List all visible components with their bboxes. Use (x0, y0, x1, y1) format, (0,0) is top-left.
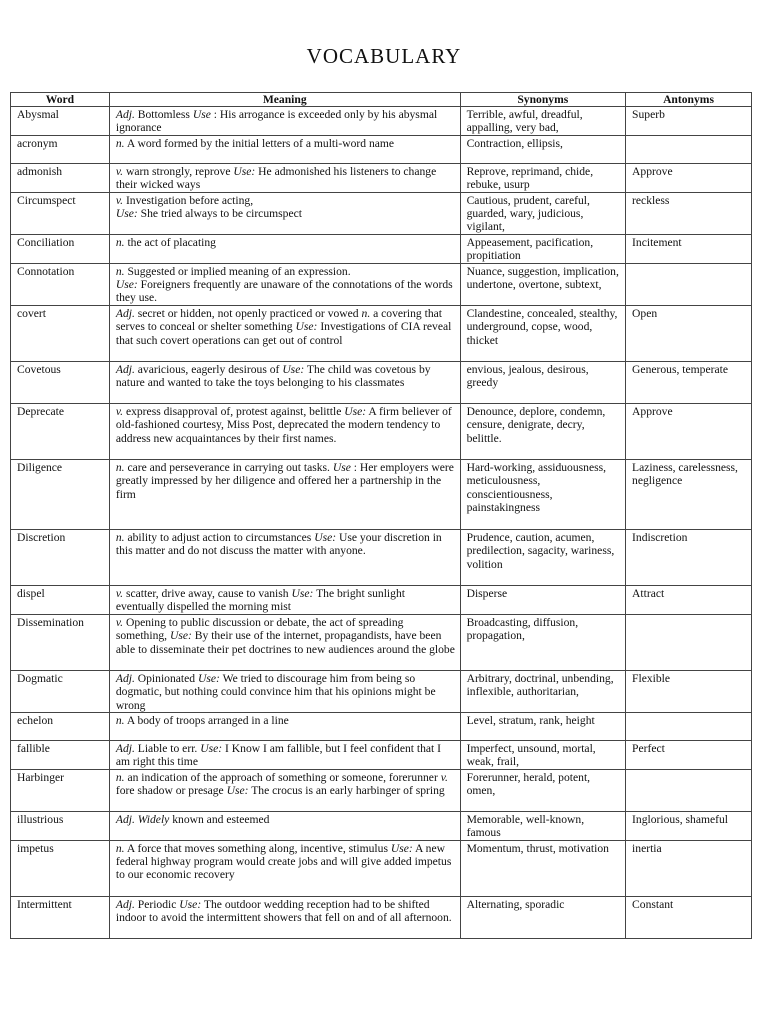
meaning-cell (109, 840, 460, 896)
antonyms-cell: Laziness, carelessness, negligence (626, 459, 752, 529)
meaning-text: scatter, drive away, cause to vanish (123, 586, 292, 600)
meaning-text: warn strongly, reprove (123, 164, 234, 178)
usage-label: Use: (233, 164, 256, 178)
usage-label: Use: (197, 671, 220, 685)
meaning-text: Liable to err. (134, 741, 201, 755)
word-cell: impetus (11, 840, 110, 896)
table-row (11, 135, 752, 163)
table-header-row (11, 93, 752, 107)
synonyms-cell: Appeasement, pacification, propitiation (460, 234, 625, 263)
part-of-speech: Adj. (115, 362, 135, 376)
meaning-cell (109, 192, 460, 234)
antonyms-cell: Generous, temperate (626, 361, 752, 403)
table-row (11, 459, 752, 529)
meaning-cell (109, 135, 460, 163)
part-of-speech: v. (115, 404, 124, 418)
antonyms-cell: Open (626, 305, 752, 361)
meaning-text: A body of troops arranged in a line (124, 713, 289, 727)
antonyms-cell (626, 769, 752, 811)
meaning-cell (109, 585, 460, 614)
synonyms-cell: Terrible, awful, dreadful, appalling, very bad, (460, 107, 625, 136)
usage-label: Use (332, 460, 351, 474)
table-row (11, 163, 752, 192)
synonyms-cell: Alternating, sporadic (460, 896, 625, 938)
vocabulary-table (10, 92, 752, 939)
usage-label: Use: (390, 841, 413, 855)
meaning-text: Suggested or implied meaning of an expression. (124, 264, 351, 278)
part-of-speech: Adj. (115, 108, 135, 121)
word-cell: Covetous (11, 361, 110, 403)
synonyms-cell: Memorable, well-known, famous (460, 811, 625, 840)
table-row (11, 585, 752, 614)
meaning-text: The outdoor wedding reception had to be shifted indoor to avoid the intermittent showers that fell on and of all afternoon. (115, 897, 452, 924)
meaning-cell (109, 614, 460, 670)
synonyms-cell: Momentum, thrust, motivation (460, 840, 625, 896)
meaning-cell (109, 107, 460, 136)
synonyms-cell: Prudence, caution, acumen, predilection, sagacity, wariness, volition (460, 529, 625, 585)
table-row (11, 529, 752, 585)
table-row (11, 305, 752, 361)
antonyms-cell: Approve (626, 163, 752, 192)
meaning-text: Use your discretion in this matter and do not discuss the matter with anyone. (115, 530, 442, 558)
meaning-text: Investigation before acting, (123, 193, 254, 207)
table-row (11, 811, 752, 840)
word-cell: Dogmatic (11, 670, 110, 712)
word-cell: Connotation (11, 263, 110, 305)
usage-label: Use: (295, 320, 318, 334)
word-cell: Abysmal (11, 107, 110, 136)
usage-label: Use: (291, 586, 314, 600)
table-row (11, 403, 752, 459)
antonyms-cell: Attract (626, 585, 752, 614)
meaning-text: The bright sunlight eventually dispelled the morning mist (115, 586, 405, 614)
synonyms-cell: Forerunner, herald, potent, omen, (460, 769, 625, 811)
antonyms-cell: Inglorious, shameful (626, 811, 752, 840)
meaning-text: secret or hidden, not openly practiced or vowed (134, 306, 362, 320)
table-row (11, 712, 752, 740)
meaning-text: Opinionated (134, 671, 198, 685)
part-of-speech: n. (115, 136, 125, 150)
meaning-text: By their use of the internet, propagandists, have been able to disseminate their pet doctrines to new audiences around the globe (115, 629, 455, 656)
meaning-cell (109, 529, 460, 585)
synonyms-cell: Imperfect, unsound, mortal, weak, frail, (460, 740, 625, 769)
synonyms-cell: envious, jealous, desirous, greedy (460, 361, 625, 403)
antonyms-cell: Superb (626, 107, 752, 136)
table-row (11, 896, 752, 938)
antonyms-cell: Constant (626, 896, 752, 938)
table-body (11, 107, 752, 939)
word-cell: dispel (11, 585, 110, 614)
meaning-text: express disapproval of, protest against, belittle (123, 404, 345, 418)
meaning-cell (109, 234, 460, 263)
part-of-speech: Adj. (115, 897, 135, 911)
synonyms-cell: Clandestine, concealed, stealthy, underground, copse, wood, thicket (460, 305, 625, 361)
meaning-text: We tried to discourage him from being so dogmatic, but nothing could convince him that his opinions might be wrong (115, 671, 436, 712)
meaning-text: Bottomless (134, 108, 193, 121)
synonyms-cell: Nuance, suggestion, implication, undertone, overtone, subtext, (460, 263, 625, 305)
antonyms-cell: reckless (626, 192, 752, 234)
meaning-text: care and perseverance in carrying out tasks. (124, 460, 333, 474)
meaning-cell (109, 263, 460, 305)
table-row (11, 740, 752, 769)
meaning-cell (109, 811, 460, 840)
meaning-text: He admonished his listeners to change their wicked ways (115, 164, 437, 192)
word-cell: Intermittent (11, 896, 110, 938)
antonyms-cell (626, 712, 752, 740)
table-row (11, 769, 752, 811)
usage-label: Use: (200, 741, 223, 755)
table-row (11, 361, 752, 403)
synonyms-cell: Broadcasting, diffusion, propagation, (460, 614, 625, 670)
usage-label: Use: (226, 784, 249, 798)
table-row (11, 107, 752, 136)
meaning-text: A force that moves something along, incentive, stimulus (124, 841, 391, 855)
meaning-cell (109, 305, 460, 361)
word-cell: Diligence (11, 459, 110, 529)
part-of-speech: v. (115, 586, 124, 600)
synonyms-cell: Contraction, ellipsis, (460, 135, 625, 163)
meaning-text: : His arrogance is exceeded only by his abysmal ignorance (115, 108, 438, 135)
meaning-text: Investigations of CIA reveal that such covert operations can get out of control (115, 320, 452, 347)
word-cell: fallible (11, 740, 110, 769)
usage-label: Use: (169, 629, 192, 643)
synonyms-cell: Denounce, deplore, condemn, censure, denigrate, decry, belittle. (460, 403, 625, 459)
part-of-speech: v. (115, 615, 124, 629)
part-of-speech: n. (115, 235, 125, 249)
part-of-speech: v. (115, 193, 124, 207)
header-word: Word (11, 93, 110, 107)
meaning-text: fore shadow or presage (115, 784, 227, 798)
meaning-text: A word formed by the initial letters of a multi-word name (124, 136, 395, 150)
table-row (11, 614, 752, 670)
table-row (11, 192, 752, 234)
meaning-text: A firm believer of old-fashioned courtesy, Miss Post, deprecated the modern tendency to address new acquaintances by their first names. (115, 404, 452, 445)
word-cell: covert (11, 305, 110, 361)
meaning-text: avaricious, eagerly desirous of (134, 362, 283, 376)
antonyms-cell (626, 614, 752, 670)
part-of-speech: v. (440, 770, 448, 784)
usage-label: Use: (179, 897, 202, 911)
usage-label: Use: (115, 207, 138, 221)
usage-label: Use (192, 108, 211, 121)
table-row (11, 670, 752, 712)
part-of-speech: Adj. (115, 306, 135, 320)
meaning-text: The crocus is an early harbinger of spring (248, 784, 445, 798)
antonyms-cell: Indiscretion (626, 529, 752, 585)
word-cell: illustrious (11, 811, 110, 840)
meaning-text: known and esteemed (169, 812, 270, 826)
word-cell: Conciliation (11, 234, 110, 263)
meaning-cell (109, 896, 460, 938)
part-of-speech: n. (361, 306, 371, 320)
part-of-speech: n. (115, 713, 125, 727)
part-of-speech: v. (115, 164, 124, 178)
meaning-cell (109, 740, 460, 769)
part-of-speech: Adj. (115, 741, 135, 755)
part-of-speech: n. (115, 530, 125, 544)
synonyms-cell: Cautious, prudent, careful, guarded, wary, judicious, vigilant, (460, 192, 625, 234)
part-of-speech: n. (115, 841, 125, 855)
page-title: VOCABULARY (306, 44, 462, 68)
meaning-cell (109, 163, 460, 192)
antonyms-cell (626, 263, 752, 305)
meaning-text: Opening to public discussion or debate, the act of spreading something, (115, 615, 404, 643)
header-synonyms: Synonyms (460, 93, 625, 107)
header-antonyms: Antonyms (626, 93, 752, 107)
part-of-speech: Adj. (115, 671, 135, 685)
meaning-text: an indication of the approach of something or someone, forerunner (124, 770, 441, 784)
meaning-text: ability to adjust action to circumstances (124, 530, 315, 544)
usage-label: Use: (115, 278, 138, 292)
word-cell: Deprecate (11, 403, 110, 459)
antonyms-cell: Approve (626, 403, 752, 459)
word-cell: admonish (11, 163, 110, 192)
word-cell: acronym (11, 135, 110, 163)
meaning-text: Foreigners frequently are unaware of the connotations of the words they use. (115, 278, 453, 305)
table-row (11, 234, 752, 263)
meaning-text: Periodic (134, 897, 180, 911)
synonyms-cell: Reprove, reprimand, chide, rebuke, usurp (460, 163, 625, 192)
meaning-cell (109, 361, 460, 403)
meaning-text: the act of placating (124, 235, 216, 249)
usage-label: Widely (137, 812, 170, 826)
usage-label: Use: (344, 404, 367, 418)
word-cell: Harbinger (11, 769, 110, 811)
meaning-text: I Know I am fallible, but I feel confident that I am right this time (115, 741, 442, 769)
word-cell: Dissemination (11, 614, 110, 670)
synonyms-cell: Disperse (460, 585, 625, 614)
table-row (11, 840, 752, 896)
word-cell: Circumspect (11, 192, 110, 234)
antonyms-cell: inertia (626, 840, 752, 896)
meaning-text: The child was covetous by nature and wanted to take the toys belonging to his classmates (115, 362, 431, 390)
synonyms-cell: Arbitrary, doctrinal, unbending, inflexible, authoritarian, (460, 670, 625, 712)
antonyms-cell: Flexible (626, 670, 752, 712)
antonyms-cell: Incitement (626, 234, 752, 263)
meaning-text: She tried always to be circumspect (137, 207, 302, 221)
synonyms-cell: Hard-working, assiduousness, meticulousness, conscientiousness, painstakingness (460, 459, 625, 529)
antonyms-cell (626, 135, 752, 163)
part-of-speech: n. (115, 770, 125, 784)
part-of-speech: n. (115, 264, 125, 278)
meaning-cell (109, 403, 460, 459)
header-meaning: Meaning (109, 93, 460, 107)
word-cell: Discretion (11, 529, 110, 585)
usage-label: Use: (282, 362, 305, 376)
meaning-text: : Her employers were greatly impressed by her diligence and offered her a partnership in the firm (115, 460, 454, 501)
meaning-text: a covering that serves to conceal or shelter something (115, 306, 443, 334)
synonyms-cell: Level, stratum, rank, height (460, 712, 625, 740)
meaning-cell (109, 769, 460, 811)
meaning-text: A new federal highway program would create jobs and will give added impetus to our economic recovery (115, 841, 452, 882)
meaning-cell (109, 459, 460, 529)
usage-label: Use: (314, 530, 337, 544)
table-row (11, 263, 752, 305)
part-of-speech: Adj. (115, 812, 135, 826)
meaning-cell (109, 712, 460, 740)
antonyms-cell: Perfect (626, 740, 752, 769)
meaning-cell (109, 670, 460, 712)
part-of-speech: n. (115, 460, 125, 474)
word-cell: echelon (11, 712, 110, 740)
